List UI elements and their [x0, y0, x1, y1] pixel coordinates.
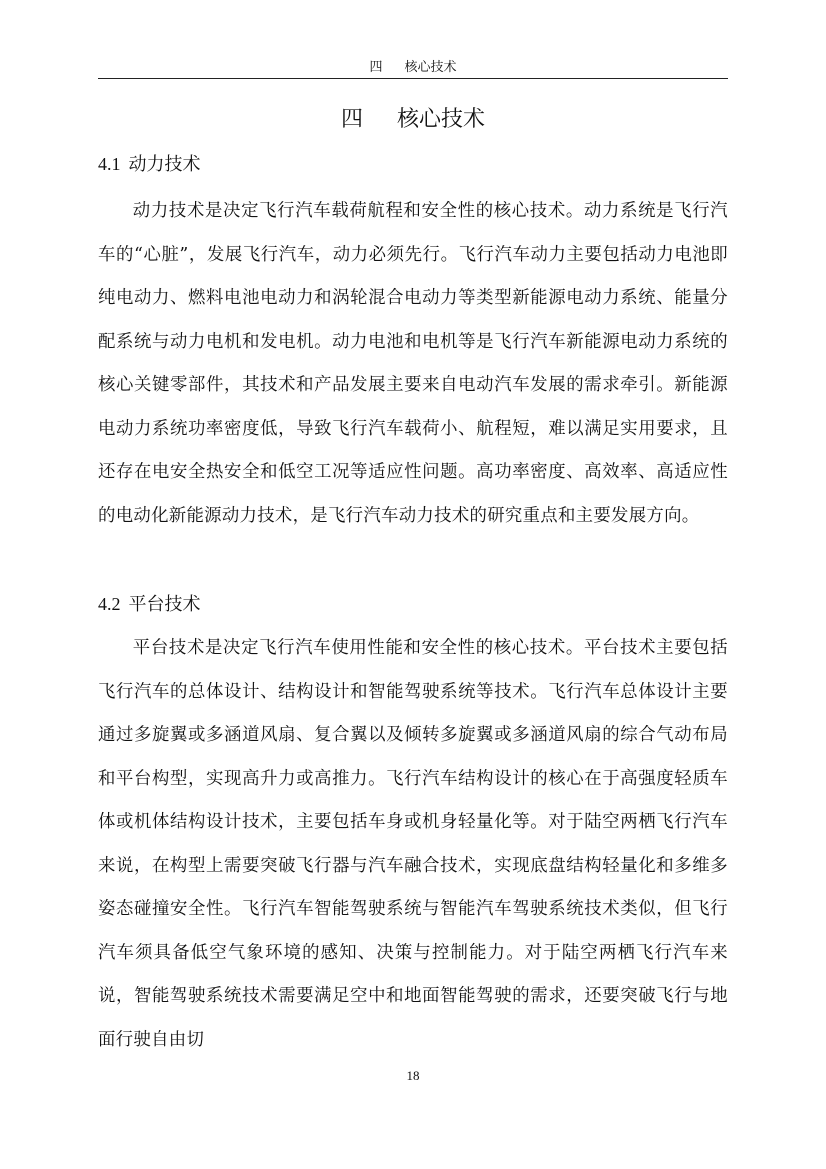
section-number: 4.1: [98, 154, 121, 174]
section-paragraph-power-technology: 动力技术是决定飞行汽车载荷航程和安全性的核心技术。动力系统是飞行汽车的“心脏”，发展飞行汽车，动力必须先行。飞行汽车动力主要包括动力电池即纯电动力、燃料电池电动力和涡轮混合电动力等类型新能源电动力系统、能量分配系统与动力电机和发电机。动力电池和电机等是飞行汽车新能源电动力系统的核心关键零部件，其技术和产品发展主要来自电动汽车发展的需求牵引。新能源电动力系统功率密度低，导致飞行汽车载荷小、航程短，难以满足实用要求，且还存在电安全热安全和低空工况等适应性问题。高功率密度、高效率、高适应性的电动化新能源动力技术，是飞行汽车动力技术的研究重点和主要发展方向。: [98, 201, 728, 526]
running-header-chapter-title: 核心技术: [404, 60, 457, 75]
running-header: [98, 60, 728, 76]
section-heading-4-2: [98, 592, 201, 617]
section-paragraph-platform-technology: 平台技术是决定飞行汽车使用性能和安全性的核心技术。平台技术主要包括飞行汽车的总体设计、结构设计和智能驾驶系统等技术。飞行汽车总体设计主要通过多旋翼或多涵道风扇、复合翼以及倾转多旋翼或多涵道风扇的综合气动布局和平台构型，实现高升力或高推力。飞行汽车结构设计的核心在于高强度轻质车体或机体结构设计技术，主要包括车身或机身轻量化等。对于陆空两栖飞行汽车来说，在构型上需要突破飞行器与汽车融合技术，实现底盘结构轻量化和多维多姿态碰撞安全性。飞行汽车智能驾驶系统与智能汽车驾驶系统技术类似，但飞行汽车须具备低空气象环境的感知、决策与控制能力。对于陆空两栖飞行汽车来说，智能驾驶系统技术需要满足空中和地面智能驾驶的需求，还要突破飞行与地面行驶自由切: [98, 638, 728, 1050]
chapter-number: 四: [340, 107, 363, 132]
chapter-title: [98, 105, 728, 135]
section-title: 动力技术: [128, 154, 201, 175]
running-header-chapter-number: 四: [369, 60, 383, 75]
section-title: 平台技术: [128, 594, 201, 615]
section-number: 4.2: [98, 594, 121, 614]
header-rule: [98, 78, 728, 79]
section-heading-4-1: [98, 152, 201, 177]
chapter-title-text: 核心技术: [397, 107, 486, 132]
page-number: 18: [406, 1068, 420, 1083]
